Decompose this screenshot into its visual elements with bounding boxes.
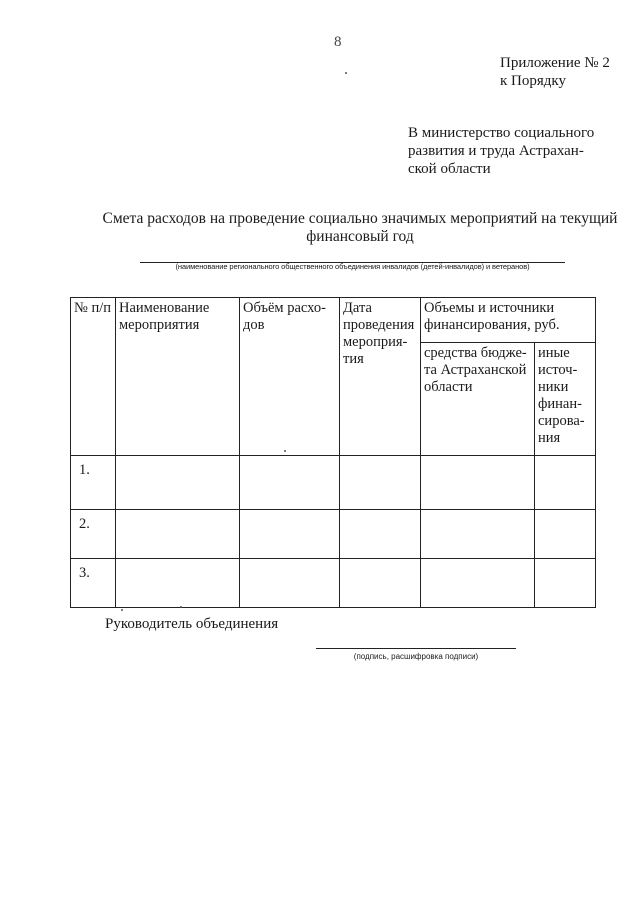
header-funding: Объемы и источники финансирования, руб. [421,298,596,343]
organization-name-caption: (наименование регионального общественного объединения инвалидов (детей-инвалидов) и ветеранов) [175,262,530,271]
cell-regional-budget [421,456,535,510]
cell-event-date [340,510,421,559]
table-header-row [71,298,596,343]
cell-event-name [116,456,240,510]
row-number: 2. [71,510,116,559]
cell-regional-budget [421,510,535,559]
document-title [95,210,625,246]
cell-expense-volume [240,456,340,510]
scan-speck [121,609,123,611]
header-regional-budget: средства бюдже-та Астраханской области [421,343,535,456]
scan-speck [284,450,286,452]
cell-other-sources [535,510,596,559]
signer-label: Руководитель объединения [105,616,279,632]
cell-other-sources [535,559,596,608]
cell-event-date [340,559,421,608]
header-event-date: Дата проведения мероприя-тия [340,298,421,456]
cell-other-sources [535,456,596,510]
cell-expense-volume [240,559,340,608]
addressee-line-1: В министерство социального [408,125,595,141]
cell-event-date [340,456,421,510]
signature-line [316,648,516,649]
addressee-line-3: ской области [408,161,491,177]
header-event-name: Наименование мероприятия [116,298,240,456]
scan-speck [345,72,347,74]
title-line-1: Смета расходов на проведение социально значимых мероприятий на текущий [102,210,618,227]
cell-event-name [116,510,240,559]
row-number: 3. [71,559,116,608]
header-expense-volume: Объём расхо-дов [240,298,340,456]
signature-caption: (подпись, расшифровка подписи) [353,652,479,661]
estimate-table [70,297,596,608]
row-number: 1. [71,456,116,510]
header-number: № п/п [71,298,116,456]
appendix-line-1: Приложение № 2 [500,55,610,71]
addressee-block [408,124,608,178]
title-line-2: финансовый год [306,228,414,245]
addressee-line-2: развития и труда Астрахан- [408,143,584,159]
table-row [71,559,596,608]
appendix-reference [500,54,610,90]
table-row [71,510,596,559]
table-row [71,456,596,510]
header-other-sources: иные источ-ники финан-сирова-ния [535,343,596,456]
appendix-line-2: к Порядку [500,73,566,89]
cell-expense-volume [240,510,340,559]
scan-speck [180,606,182,608]
page-number: 8 [334,34,342,50]
cell-regional-budget [421,559,535,608]
cell-event-name [116,559,240,608]
